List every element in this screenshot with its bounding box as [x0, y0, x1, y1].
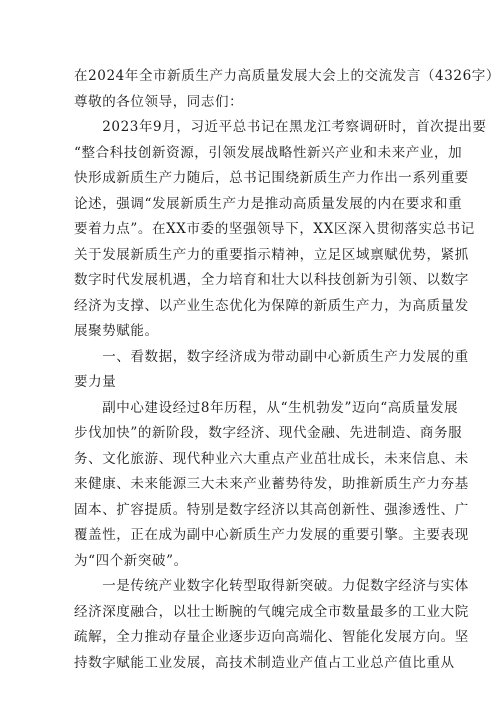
text-line: 关于发展新质生产力的重要指示精神，立足区域禀赋优势，紧抓 [74, 246, 469, 263]
text-line: 经济深度融合，以壮士断腕的气魄完成全市数量最多的工业大院 [74, 603, 469, 620]
text-line: 步伐加快”的新阶段，数字经济、现代金融、先进制造、商务服 [74, 425, 463, 441]
text-line: 副中心建设经过8年历程，从“生机勃发”迈向“高质量发展 [74, 399, 459, 416]
text-line: 来健康、未来能源三大未来产业蓄势待发，助推新质生产力夯基 [74, 476, 469, 492]
salutation: 尊敬的各位领导，同志们： [74, 93, 244, 110]
section-heading: 要力量 [74, 374, 117, 390]
document-title: 在2024年全市新质生产力高质量发展大会上的交流发言（4326字） [74, 68, 500, 84]
text-line: 数字时代发展机遇，全力培育和壮大以科技创新为引领、以数字 [74, 272, 469, 288]
text-line: 经济为支撑、以产业生态优化为保障的新质生产力，为高质量发 [74, 297, 469, 314]
text-line: 覆盖性，正在成为副中心新质生产力发展的重要引擎。主要表现 [74, 527, 469, 543]
text-line: 务、文化旅游、现代种业六大重点产业茁壮成长，未来信息、未 [74, 450, 469, 467]
document-page [74, 64, 500, 676]
text-line: 要着力点”。在XX市委的坚强领导下，XX区深入贯彻落实总书记 [74, 221, 475, 237]
text-line: 2023年9月，习近平总书记在黑龙江考察调研时，首次提出要 [74, 119, 487, 135]
text-line: 一是传统产业数字化转型取得新突破。力促数字经济与实体 [74, 578, 469, 594]
text-line: 持数字赋能工业发展，高技术制造业产值占工业总产值比重从 [74, 654, 455, 671]
text-line: “整合科技创新资源，引领发展战略性新兴产业和未来产业，加 [74, 144, 463, 161]
text-line: 固本、扩容提质。特别是数字经济以其高创新性、强渗透性、广 [74, 501, 469, 518]
text-line: 展聚势赋能。 [74, 323, 159, 339]
text-line: 快形成新质生产力随后，总书记围绕新质生产力作出一系列重要 [74, 170, 469, 186]
section-heading: 一、看数据，数字经济成为带动副中心新质生产力发展的重 [74, 348, 469, 365]
text-line: 疏解，全力推动存量企业逐步迈向高端化、智能化发展方向。坚 [74, 629, 469, 645]
text-line: 论述，强调“发展新质生产力是推动高质量发展的内在要求和重 [74, 195, 463, 212]
text-line: 为“四个新突破”。 [74, 552, 188, 569]
